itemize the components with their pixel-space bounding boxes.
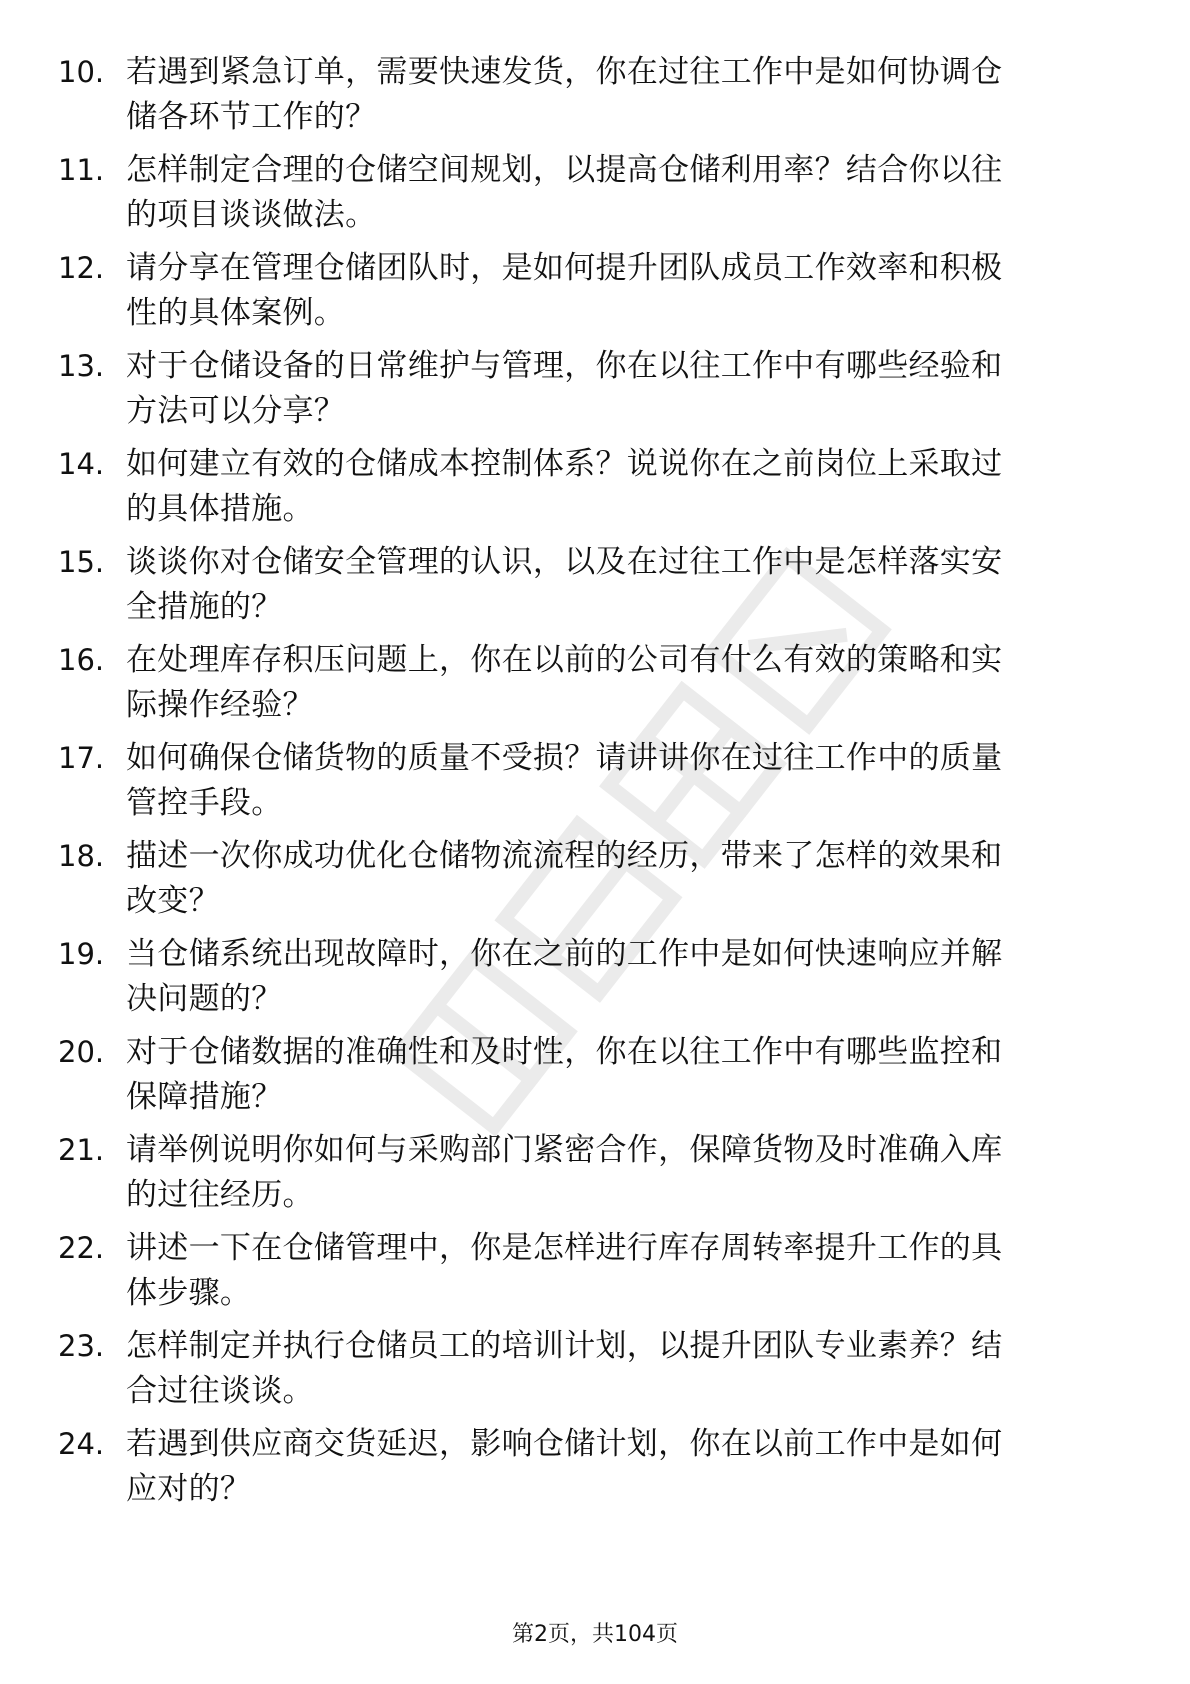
question-line: 际操作经验？	[126, 687, 314, 723]
question-line: 当仓储系统出现故障时，你在之前的工作中是如何快速响应并解	[126, 936, 1003, 972]
question-item	[0, 1226, 1190, 1324]
question-text	[126, 540, 1126, 630]
question-number: 20.	[58, 1035, 105, 1069]
question-item	[0, 1324, 1190, 1422]
question-line: 请举例说明你如何与采购部门紧密合作，保障货物及时准确入库	[126, 1132, 1003, 1168]
question-text	[126, 638, 1126, 728]
question-item	[0, 638, 1190, 736]
question-item	[0, 148, 1190, 246]
question-number: 23.	[58, 1329, 105, 1363]
question-line: 对于仓储设备的日常维护与管理，你在以往工作中有哪些经验和	[126, 348, 1003, 384]
question-number: 18.	[58, 839, 105, 873]
page-footer: 第2页，共104页	[512, 1622, 678, 1647]
question-number: 16.	[58, 643, 105, 677]
question-number: 22.	[58, 1231, 105, 1265]
question-item	[0, 50, 1190, 148]
question-text	[126, 344, 1126, 434]
question-text	[126, 1030, 1126, 1120]
question-text	[126, 148, 1126, 238]
question-line: 管控手段。	[126, 785, 283, 821]
question-line: 对于仓储数据的准确性和及时性，你在以往工作中有哪些监控和	[126, 1034, 1003, 1070]
question-item	[0, 736, 1190, 834]
question-item	[0, 1128, 1190, 1226]
question-text	[126, 736, 1126, 826]
question-number: 21.	[58, 1133, 105, 1167]
question-line: 方法可以分享？	[126, 393, 346, 429]
question-line: 性的具体案例。	[126, 295, 346, 331]
question-line: 在处理库存积压问题上，你在以前的公司有什么有效的策略和实	[126, 642, 1003, 678]
question-line: 的项目谈谈做法。	[126, 197, 377, 233]
question-line: 若遇到紧急订单，需要快速发货，你在过往工作中是如何协调仓	[126, 54, 1003, 90]
question-item	[0, 1422, 1190, 1520]
question-item	[0, 1030, 1190, 1128]
question-line: 如何确保仓储货物的质量不受损？请讲讲你在过往工作中的质量	[126, 740, 1003, 776]
question-line: 体步骤。	[126, 1275, 252, 1311]
question-number: 14.	[58, 447, 105, 481]
question-text	[126, 246, 1126, 336]
question-line: 如何建立有效的仓储成本控制体系？说说你在之前岗位上采取过	[126, 446, 1003, 482]
question-item	[0, 540, 1190, 638]
question-number: 10.	[58, 55, 105, 89]
question-line: 合过往谈谈。	[126, 1373, 314, 1409]
question-number: 11.	[58, 153, 105, 187]
question-line: 决问题的？	[126, 981, 283, 1017]
question-number: 13.	[58, 349, 105, 383]
question-number: 19.	[58, 937, 105, 971]
question-text	[126, 1324, 1126, 1414]
question-number: 17.	[58, 741, 105, 775]
question-item	[0, 344, 1190, 442]
question-text	[126, 1226, 1126, 1316]
question-item	[0, 932, 1190, 1030]
question-item	[0, 834, 1190, 932]
question-text	[126, 1422, 1126, 1512]
question-line: 的过往经历。	[126, 1177, 314, 1213]
question-text	[126, 1128, 1126, 1218]
question-line: 怎样制定并执行仓储员工的培训计划，以提升团队专业素养？结	[126, 1328, 1003, 1364]
question-number: 15.	[58, 545, 105, 579]
question-line: 描述一次你成功优化仓储物流流程的经历，带来了怎样的效果和	[126, 838, 1003, 874]
question-line: 的具体措施。	[126, 491, 314, 527]
question-line: 改变？	[126, 883, 220, 919]
question-text	[126, 932, 1126, 1022]
question-line: 储各环节工作的？	[126, 99, 377, 135]
question-text	[126, 50, 1126, 140]
question-number: 12.	[58, 251, 105, 285]
question-line: 保障措施？	[126, 1079, 283, 1115]
question-line: 怎样制定合理的仓储空间规划，以提高仓储利用率？结合你以往	[126, 152, 1003, 188]
question-line: 讲述一下在仓储管理中，你是怎样进行库存周转率提升工作的具	[126, 1230, 1003, 1266]
question-item	[0, 246, 1190, 344]
question-line: 应对的？	[126, 1471, 252, 1507]
question-list	[0, 50, 1190, 1520]
question-line: 若遇到供应商交货延迟，影响仓储计划，你在以前工作中是如何	[126, 1426, 1003, 1462]
question-text	[126, 834, 1126, 924]
question-line: 全措施的？	[126, 589, 283, 625]
question-text	[126, 442, 1126, 532]
question-line: 请分享在管理仓储团队时，是如何提升团队成员工作效率和积极	[126, 250, 1003, 286]
question-item	[0, 442, 1190, 540]
question-line: 谈谈你对仓储安全管理的认识，以及在过往工作中是怎样落实安	[126, 544, 1003, 580]
question-number: 24.	[58, 1427, 105, 1461]
